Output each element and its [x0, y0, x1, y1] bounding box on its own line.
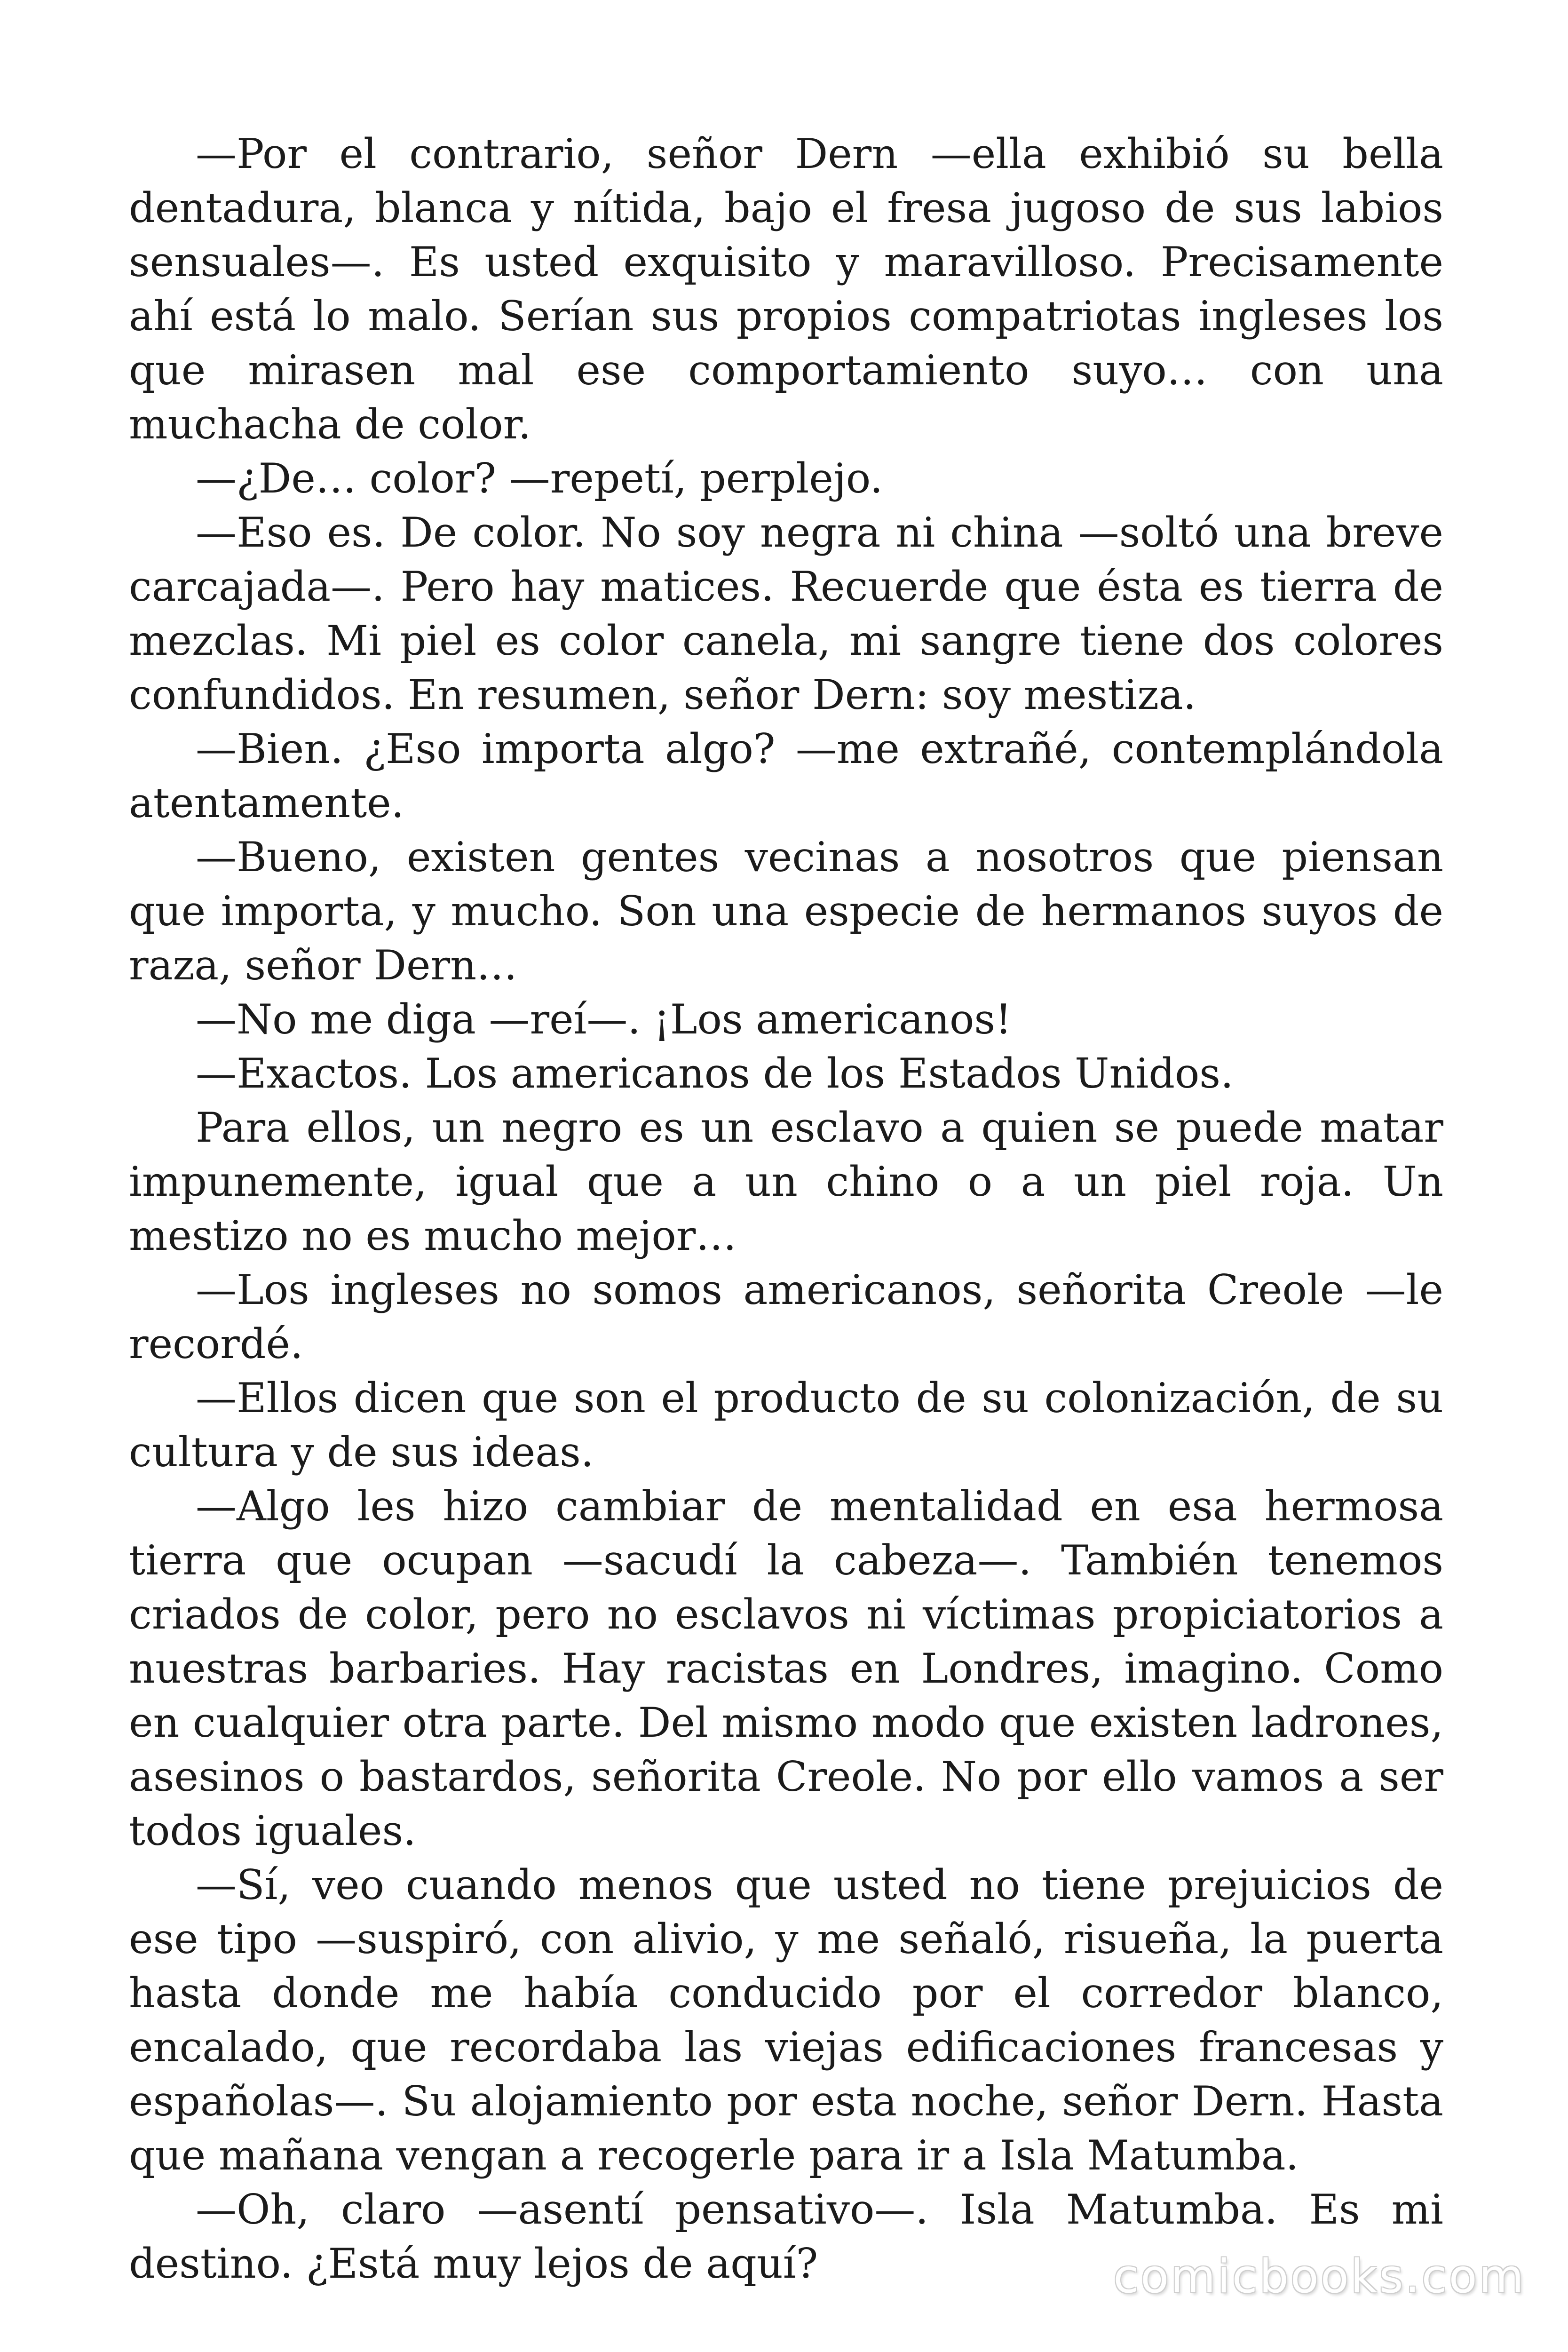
paragraph: —Por el contrario, señor Dern —ella exhibió su bella dentadura, blanca y nítida, bajo el fresa jugoso de sus labios sensuales—. Es usted exquisito y maravilloso. Precisamente ahí está lo malo. Serían sus propios compatriotas ingleses los que mirasen mal ese comportamiento suyo… con una muchacha de color.	[129, 130, 1443, 448]
paragraph: —Los ingleses no somos americanos, señorita Creole —le recordé.	[129, 1266, 1443, 1368]
paragraph: —Sí, veo cuando menos que usted no tiene prejuicios de ese tipo —suspiró, con alivio, y me señaló, risueña, la puerta hasta donde me había conducido por el corredor blanco, encalado, que recordaba las viejas edificaciones francesas y españolas—. Su alojamiento por esta noche, señor Dern. Hasta que mañana vengan a recogerle para ir a Isla Matumba.	[129, 1861, 1443, 2179]
paragraph: —Bueno, existen gentes vecinas a nosotros que piensan que importa, y mucho. Son una especie de hermanos suyos de raza, señor Dern…	[129, 833, 1443, 989]
paragraph: —Bien. ¿Eso importa algo? —me extrañé, contemplándola atentamente.	[129, 725, 1443, 827]
paragraph: —Eso es. De color. No soy negra ni china —soltó una breve carcajada—. Pero hay matices. Recuerde que ésta es tierra de mezclas. Mi piel es color canela, mi sangre tiene dos colores confundidos. En resumen, señor Dern: soy mestiza.	[129, 509, 1443, 719]
paragraph: —No me diga —reí—. ¡Los americanos!	[196, 995, 1012, 1043]
paragraph: —Ellos dicen que son el producto de su colonización, de su cultura y de sus ideas.	[129, 1374, 1443, 1476]
body-text	[129, 127, 1443, 2291]
watermark-text: comicbooks.com	[1113, 2250, 1526, 2304]
paragraph: Para ellos, un negro es un esclavo a quien se puede matar impunemente, igual que a un chino o a un piel roja. Un mestizo no es mucho mejor…	[129, 1104, 1443, 1260]
paragraph: —Exactos. Los americanos de los Estados Unidos.	[196, 1049, 1234, 1097]
paragraph: —¿De… color? —repetí, perplejo.	[196, 454, 883, 502]
paragraph: —Oh, claro —asentí pensativo—. Isla Matumba. Es mi destino. ¿Está muy lejos de aquí?	[129, 2185, 1443, 2288]
paragraph: —Algo les hizo cambiar de mentalidad en esa hermosa tierra que ocupan —sacudí la cabeza—. También tenemos criados de color, pero no esclavos ni víctimas propiciatorios a nuestras barbaries. Hay racistas en Londres, imagino. Como en cualquier otra parte. Del mismo modo que existen ladrones, asesinos o bastardos, señorita Creole. No por ello vamos a ser todos iguales.	[129, 1482, 1443, 1855]
